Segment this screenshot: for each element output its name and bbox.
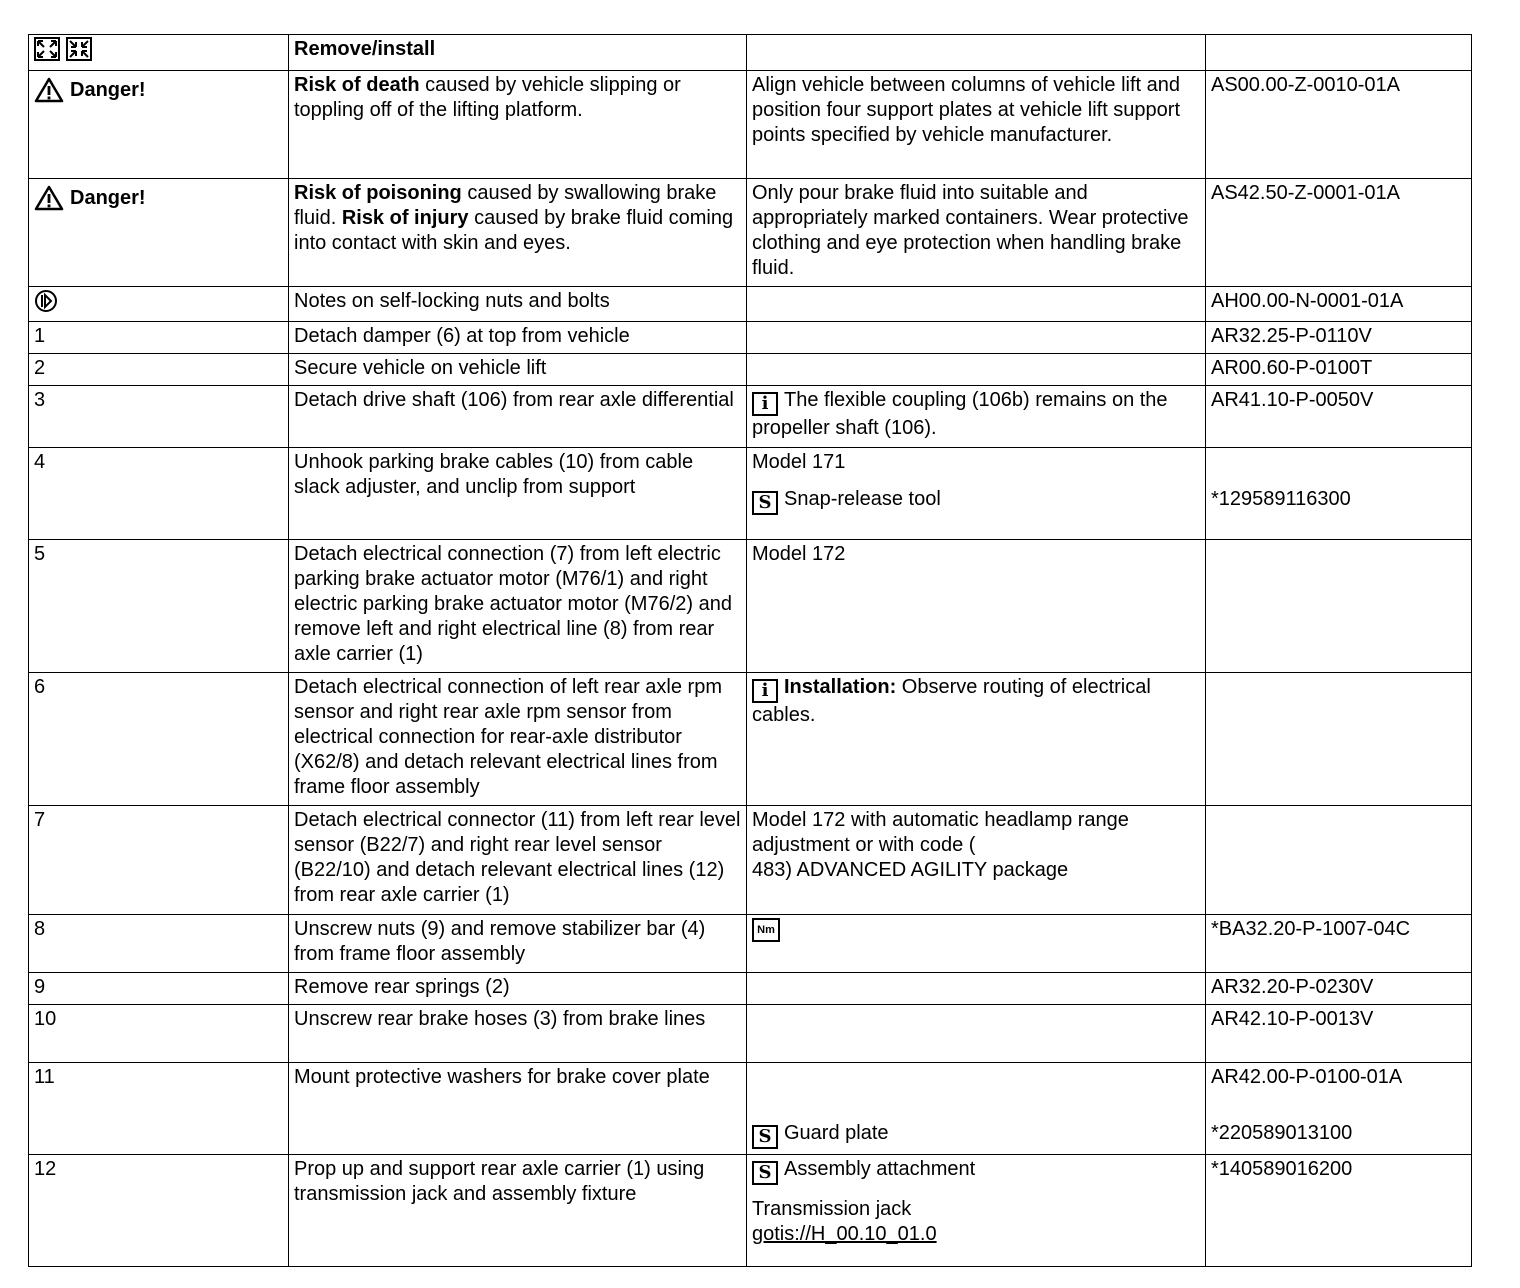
step-text: Detach electrical connection of left rear axle rpm sensor and right rear axle rpm sensor from electrical connection for rear-axle distributor (X62/8) and detach relevant electrical lines from frame floor assembly [289,673,747,806]
tool-name: Snap-release tool [784,488,941,510]
header-title: Remove/install [289,35,747,71]
step-text: Remove rear springs (2) [289,973,747,1005]
torque-icon[interactable]: Nm [752,918,780,942]
measure-text: Only pour brake fluid into suitable and appropriately marked containers. Wear protective clothing and eye protection when handling brake fluid. [747,179,1206,287]
model-text: 483) ADVANCED AGILITY package [752,859,1069,881]
tool-number: *129589116300 [1211,488,1351,510]
table-row [29,322,1472,354]
warning-triangle-icon [34,77,64,103]
note-text: Notes on self-locking nuts and bolts [289,287,747,322]
step-text: Detach damper (6) at top from vehicle [289,322,747,354]
reference-code: AH00.00-N-0001-01A [1206,287,1472,322]
table-row [29,1063,1472,1155]
step-text: Unscrew nuts (9) and remove stabilizer bar (4) from frame floor assembly [289,915,747,973]
step-number: 7 [29,806,289,915]
danger-label: Danger! [70,186,146,209]
header-icons [29,35,289,71]
table-row [29,806,1472,915]
table-row [29,915,1472,973]
step-number: 12 [29,1155,289,1267]
step-number: 4 [29,448,289,540]
table-row [29,1155,1472,1267]
step-number: 5 [29,540,289,673]
step-number: 1 [29,322,289,354]
risk-label: Risk of death [294,74,420,96]
table-row [29,540,1472,673]
tool-icon: S [752,1125,778,1149]
risk-label: Risk of poisoning [294,182,462,204]
warning-triangle-icon [34,185,64,211]
step-number: 8 [29,915,289,973]
model-text: Model 172 with automatic headlamp range adjustment or with code ( [752,809,1129,856]
info-label: Installation: [784,676,897,698]
step-number: 11 [29,1063,289,1155]
step-text: Detach drive shaft (106) from rear axle differential [289,386,747,448]
reference-code: AR41.10-P-0050V [1206,386,1472,448]
reference-code: AR42.10-P-0013V [1206,1005,1472,1063]
step-number: 9 [29,973,289,1005]
reference-code: AS42.50-Z-0001-01A [1206,179,1472,287]
info-text: The flexible coupling (106b) remains on the propeller shaft (106). [752,389,1168,439]
tool-number: *220589013100 [1211,1122,1353,1144]
step-text: Unscrew rear brake hoses (3) from brake lines [289,1005,747,1063]
reference-code: AR00.60-P-0100T [1206,354,1472,386]
step-text: Unhook parking brake cables (10) from cable slack adjuster, and unclip from support [289,448,747,540]
step-number: 10 [29,1005,289,1063]
step-text: Mount protective washers for brake cover plate [289,1063,747,1155]
procedure-table [28,34,1472,1267]
table-row [29,673,1472,806]
model-text: Model 172 [747,540,1206,673]
step-text: Prop up and support rear axle carrier (1) using transmission jack and assembly fixture [289,1155,747,1267]
note-row [29,287,1472,322]
tool-name: Assembly attachment [784,1158,976,1180]
tool-number: *140589016200 [1206,1155,1472,1267]
reference-code: AR42.00-P-0100-01A [1211,1066,1403,1088]
risk-text: caused by vehicle slipping or toppling off of the lifting platform. [294,74,681,121]
step-text: Detach electrical connection (7) from left electric parking brake actuator motor (M76/1) and right electric parking brake actuator motor (M76/2) and remove left and right electrical line (8) from rear axle carrier (1) [289,540,747,673]
tool-icon: S [752,491,778,515]
table-row [29,973,1472,1005]
reference-code: AS00.00-Z-0010-01A [1206,71,1472,179]
tool-icon: S [752,1161,778,1185]
info-text: Observe routing of electrical cables. [752,676,1151,726]
remove-install-icon [34,37,60,61]
risk-text: caused by brake fluid coming into contact with skin and eyes. [294,207,734,254]
table-row [29,386,1472,448]
table-row [29,448,1472,540]
reference-code: AR32.25-P-0110V [1206,322,1472,354]
step-number: 3 [29,386,289,448]
measure-text: Align vehicle between columns of vehicle lift and position four support plates at vehicle lift support points specified by vehicle manufacturer. [747,71,1206,179]
step-text: Secure vehicle on vehicle lift [289,354,747,386]
step-number: 6 [29,673,289,806]
danger-label: Danger! [70,78,146,101]
warning-row [29,179,1472,287]
reference-code: AR32.20-P-0230V [1206,973,1472,1005]
tool-name: Guard plate [784,1122,889,1144]
info-icon: i [752,392,778,416]
table-row [29,354,1472,386]
step-number: 2 [29,354,289,386]
note-icon [34,289,58,313]
info-icon: i [752,679,778,703]
header-row [29,35,1472,71]
reference-code: *BA32.20-P-1007-04C [1206,915,1472,973]
gotis-link[interactable]: gotis://H_00.10_01.0 [752,1223,937,1245]
step-text: Detach electrical connector (11) from left rear level sensor (B22/7) and right rear level sensor (B22/10) and detach relevant electrical lines (12) from rear axle carrier (1) [289,806,747,915]
risk-text: caused by swallowing brake fluid. [294,182,717,229]
warning-row [29,71,1472,179]
risk-label: Risk of injury [341,207,469,229]
install-icon [66,37,92,61]
model-text: Model 171 [752,451,846,473]
table-row [29,1005,1472,1063]
extra-text: Transmission jack [752,1198,912,1220]
